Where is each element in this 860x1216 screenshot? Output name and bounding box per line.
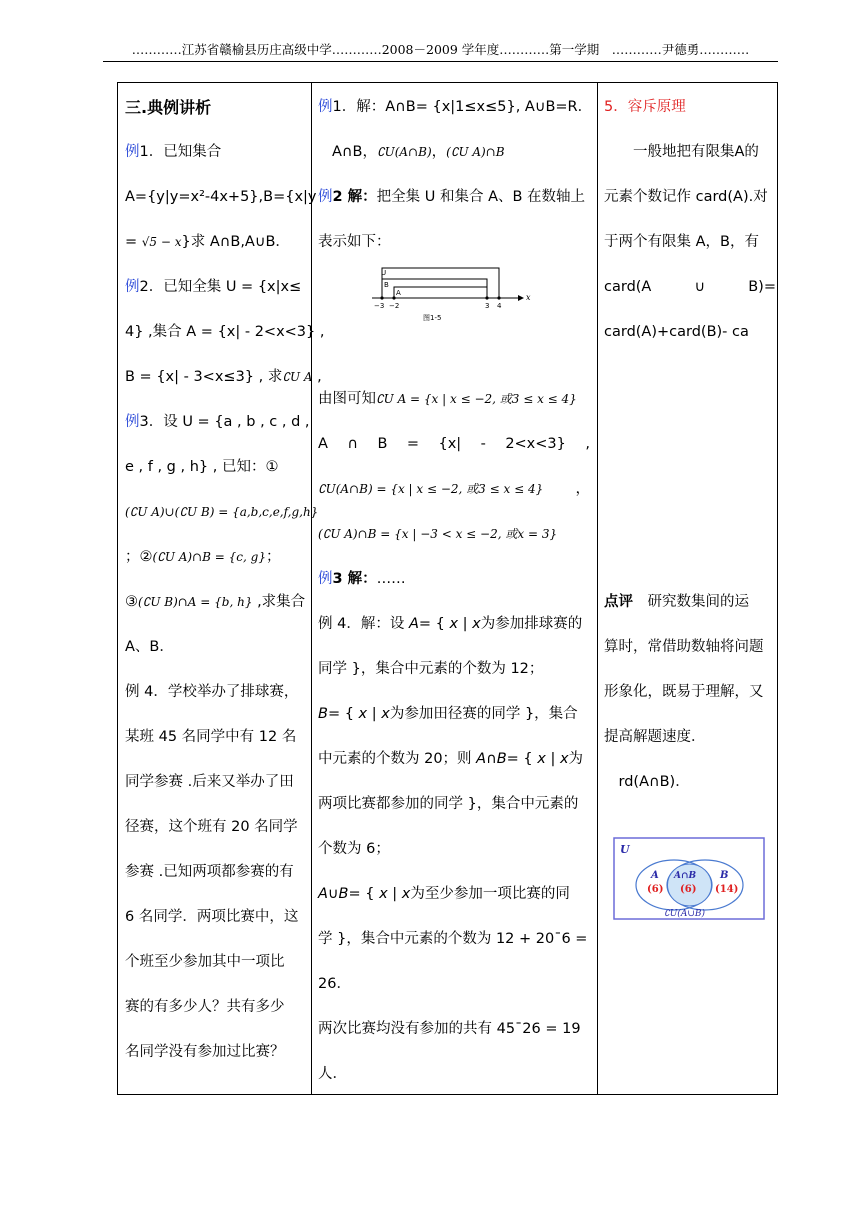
complement-formula: (∁U A)∩B: [446, 145, 505, 159]
text-span: |: [367, 706, 382, 722]
header-rule: [103, 61, 778, 62]
comment-line: 算时，常借助数轴将问题: [604, 639, 764, 655]
text-span: B: [377, 436, 388, 452]
text-span: 为参加排球赛的: [480, 616, 583, 632]
figure-caption: 图1-5: [423, 314, 442, 322]
text-span: |: [545, 751, 560, 767]
example-label: 例: [125, 144, 140, 160]
text-span: x: [401, 886, 411, 902]
text-span: = {: [327, 706, 359, 722]
text-span: card(A: [604, 279, 652, 295]
example-label: 例: [125, 414, 140, 430]
comment-line: 提高解题速度．: [604, 729, 706, 745]
example-label: 例: [318, 189, 333, 205]
text-span: 例 4．解：设: [318, 616, 409, 632]
number-line-figure: [368, 266, 538, 324]
solution-2-result: [318, 389, 577, 409]
axis-point: [380, 296, 383, 299]
text-span: 中元素的个数为 20；则: [318, 751, 477, 767]
text-span: ；②: [125, 549, 153, 565]
text-span: {x|: [438, 436, 462, 452]
label-b: B: [384, 281, 389, 289]
solution-3: [318, 569, 406, 589]
solution-4-line: 两项比赛都参加的同学 }，集合中元素的: [318, 796, 579, 812]
text-span: 3 解：: [332, 571, 377, 587]
principle-title: 5．容斥原理: [604, 99, 686, 115]
label-a: A: [396, 289, 401, 297]
principle-line: 于两个有限集 A，B，有: [604, 234, 759, 250]
text-span: }求 A∩B,A∪B．: [181, 234, 290, 250]
example-4-line: 赛的有多少人？共有多少: [125, 999, 285, 1015]
example-label: 例: [318, 571, 333, 587]
axis-point: [485, 296, 488, 299]
venn-a-label: A: [651, 870, 659, 881]
complement-line: [318, 524, 557, 544]
solution-4-line: 学 }，集合中元素的个数为 12 + 20¯6 =: [318, 931, 588, 947]
text-span: ，: [575, 481, 590, 497]
text-span: 为至少参加一项比赛的同: [410, 886, 570, 902]
text-span: = {: [348, 886, 380, 902]
column-divider: [311, 83, 312, 1094]
sqrt-formula: √5 − x: [141, 235, 182, 249]
complement-formula: ∁U(A∩B) = {x | x ≤ −2, 或3 ≤ x ≤ 4}: [318, 482, 544, 496]
example-3: [125, 412, 310, 432]
section-title: 三.典例讲析: [125, 98, 212, 117]
label-u: U: [381, 269, 387, 277]
complement-formula: ∁U(A∩B): [376, 145, 432, 159]
text-span: ……: [376, 571, 406, 587]
text-span: 为参加田径赛的同学 }，集合: [389, 706, 578, 722]
text-span: ，: [431, 144, 447, 160]
principle-line: 一般地把有限集A的: [604, 144, 759, 160]
content-table: [117, 82, 778, 1095]
venn-u-label: U: [620, 843, 630, 856]
text-span: A: [318, 436, 328, 452]
example-4-line: 6 名同学．两项比赛中，这: [125, 909, 299, 925]
text-span: = {: [418, 616, 450, 632]
text-span: =: [125, 234, 138, 250]
principle-formula-line: [604, 277, 776, 297]
page-header: …………江苏省赣榆县历庄高级中学…………2008－2009 学年度…………第一学期 …………尹德勇…………: [131, 42, 750, 57]
solution-4-line: [318, 614, 582, 634]
text-span: ∩: [347, 436, 358, 452]
text-span: |: [458, 616, 473, 632]
complement-formula: (∁U A)∩B = {x | −3 < x ≤ −2, 或x = 3}: [318, 527, 558, 541]
solution-4-line: [318, 749, 583, 769]
solution-4-line: 人．: [318, 1066, 347, 1082]
example-2-line: B = {x| - 3<x≤3} , 求∁U A ,: [125, 369, 322, 385]
text-span: 把全集 U 和集合 A、B 在数轴上: [376, 189, 586, 205]
comment-line: rd(A∩B)．: [604, 774, 690, 790]
axis-var: x: [526, 293, 531, 302]
tick-label: 3: [485, 302, 490, 310]
example-4-line: 径赛，这个班有 20 名同学: [125, 819, 298, 835]
comment-line: 形象化，既易于理解，又: [604, 684, 764, 700]
venn-a-count: (6): [647, 884, 664, 895]
example-4-line: 某班 45 名同学中有 12 名: [125, 729, 297, 745]
solution-1-line: [332, 142, 505, 162]
complement-formula: ∁U A: [282, 370, 313, 384]
example-3-line: [125, 547, 280, 567]
text-span: 3．设 U = {a , b , c , d ,: [139, 414, 310, 430]
solution-4-line: [318, 704, 578, 724]
venn-diagram: [613, 837, 765, 921]
text-span: x: [381, 706, 390, 722]
text-span: =: [406, 436, 420, 452]
text-span: -: [480, 436, 486, 452]
example-3-line: [125, 502, 318, 522]
text-span: A: [408, 616, 419, 632]
text-span: ,求集合: [252, 594, 306, 610]
text-span: = {: [506, 751, 538, 767]
text-span: A∩B，: [332, 144, 377, 160]
text-span: x: [472, 616, 481, 632]
example-1-line: [125, 232, 290, 252]
solution-4-line: 两次比赛均没有参加的共有 45¯26 = 19: [318, 1021, 581, 1037]
solution-2: [318, 187, 585, 207]
text-span: x: [379, 886, 388, 902]
text-span: ∪: [694, 279, 706, 295]
text-span: 2<x<3}: [505, 436, 566, 452]
example-4-line: 参赛 .已知两项都参赛的有: [125, 864, 294, 880]
solution-1: [318, 97, 592, 117]
text-span: B = {x| - 3<x≤3} , 求: [125, 369, 283, 385]
set-formula: (∁U A)∩B = {c, g}: [152, 550, 266, 564]
example-1-line: A={y|y=x²-4x+5},B={x|y: [125, 189, 317, 205]
text-span: |: [387, 886, 402, 902]
text-span: ,: [585, 436, 590, 452]
complement-line: [318, 479, 590, 499]
solution-4-line: 26．: [318, 976, 351, 992]
arrow-icon: [518, 295, 524, 301]
example-2: [125, 277, 301, 297]
text-span: x: [449, 616, 459, 632]
solution-4-line: 同学 }，集合中元素的个数为 12；: [318, 661, 544, 677]
example-4-line: 个班至少参加其中一项比: [125, 954, 285, 970]
set-a-box: [394, 287, 487, 298]
tick-label: −2: [389, 302, 400, 310]
set-formula: (∁U A)∪(∁U B) = {a,b,c,e,f,g,h}: [125, 505, 319, 519]
intersection-line: [318, 434, 590, 454]
complement-formula: ∁U A = {x | x ≤ −2, 或3 ≤ x ≤ 4}: [376, 392, 577, 406]
example-label: 例: [125, 279, 140, 295]
text-span: 1．解：A∩B= {x|1≤x≤5}, A∪B=R．: [332, 99, 593, 115]
text-span: B: [318, 706, 328, 722]
text-span: B)=: [748, 279, 776, 295]
solution-4-line: 个数为 6；: [318, 841, 390, 857]
text-span: x: [358, 706, 368, 722]
text-span: A∩B: [476, 751, 507, 767]
principle-line: 元素个数记作 card(A).对: [604, 189, 768, 205]
example-4-line: 同学参赛 .后来又举办了田: [125, 774, 294, 790]
text-span: 研究数集间的运: [633, 594, 749, 610]
text-span: ③: [125, 594, 138, 610]
principle-formula-line: card(A)+card(B)- ca: [604, 324, 749, 340]
venn-ab-label: A∩B: [674, 871, 697, 881]
text-span: x: [537, 751, 546, 767]
comment-line: [604, 592, 749, 612]
text-span: A∪B: [318, 886, 349, 902]
venn-b-count: (14): [715, 884, 739, 895]
axis-point: [497, 296, 500, 299]
example-label: 例: [318, 99, 333, 115]
text-span: 2 解：: [332, 189, 377, 205]
text-span: x: [559, 751, 569, 767]
comment-label: 点评: [604, 594, 633, 610]
example-3-line: A、B．: [125, 639, 174, 655]
text-span: 2．已知全集 U = {x|x≤: [139, 279, 302, 295]
example-1: [125, 142, 221, 162]
tick-label: −3: [374, 302, 385, 310]
venn-b-label: B: [720, 870, 729, 881]
example-3-line: e , f , g , h} , 已知：①: [125, 459, 279, 475]
solution-2-line: 表示如下：: [318, 234, 391, 250]
text-span: 由图可知: [318, 391, 376, 407]
venn-ab-count: (6): [680, 884, 697, 895]
set-formula: (∁U B)∩A = {b, h}: [138, 595, 253, 609]
text-span: ；: [265, 549, 281, 565]
example-3-line: [125, 592, 305, 612]
tick-label: 4: [497, 302, 502, 310]
example-text: 1．已知集合: [139, 144, 222, 160]
solution-4-line: [318, 884, 570, 904]
column-divider: [597, 83, 598, 1094]
text-span: 为: [568, 751, 584, 767]
example-4-line: 例 4．学校举办了排球赛，: [125, 684, 299, 700]
venn-complement-label: ∁U(A∪B): [664, 909, 705, 919]
example-2-line: 4} ,集合 A = {x| - 2<x<3} ,: [125, 324, 325, 340]
example-4-line: 名同学没有参加过比赛？: [125, 1044, 285, 1060]
